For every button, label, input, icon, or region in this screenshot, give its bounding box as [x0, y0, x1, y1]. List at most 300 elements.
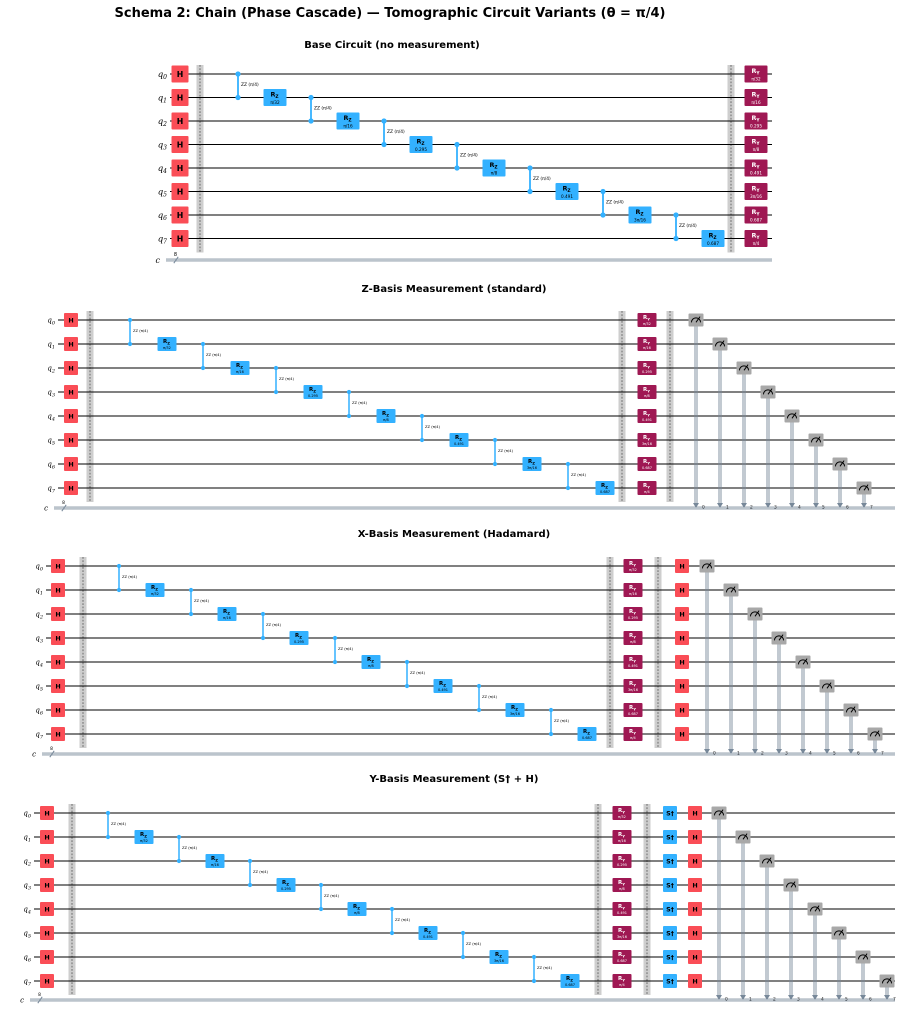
- rz-gate: [206, 854, 225, 868]
- svg-text:RZ: $R_Z$: [151, 585, 158, 592]
- zz-coupler: [248, 859, 269, 887]
- svg-text:1: 1: [737, 751, 740, 757]
- svg-text:RY: $R_Y$: [618, 880, 625, 887]
- cbit-index-label: [881, 751, 884, 757]
- ry-gate: [638, 361, 657, 375]
- measure-gate: [808, 903, 823, 916]
- barrier: [197, 65, 204, 253]
- measure-gate: [785, 410, 800, 423]
- ry-gate: [638, 481, 657, 495]
- svg-text:c: c: [32, 750, 36, 759]
- svg-text:0.491: 0.491: [561, 194, 573, 199]
- circuit-diagram-base: [0, 55, 908, 277]
- svg-text:q3: $q_3$: [157, 140, 167, 152]
- h-gate: [688, 926, 702, 940]
- svg-text:3π/16: 3π/16: [628, 688, 638, 692]
- svg-text:H: H: [679, 586, 685, 595]
- qubit-label: [158, 234, 167, 245]
- svg-text:H: H: [679, 730, 685, 739]
- zz-coupler: [106, 811, 127, 839]
- rz-gate: [231, 361, 250, 375]
- measure-gate: [844, 704, 859, 717]
- rz-gate: [377, 409, 396, 423]
- measure-gate: [712, 807, 727, 820]
- svg-text:π/4: π/4: [630, 736, 636, 740]
- measure-gate: [689, 314, 704, 327]
- svg-text:3π/16: 3π/16: [494, 959, 504, 963]
- svg-text:RZ: $R_Z$: [343, 114, 352, 124]
- zz-coupler: [420, 414, 441, 442]
- measure-arrow: [812, 916, 818, 1001]
- rz-gate: [410, 136, 433, 153]
- svg-text:ZZ (π/4): ZZ (π/4): [241, 82, 259, 88]
- svg-text:RY: $R_Y$: [629, 657, 636, 664]
- svg-text:q7: $q_7$: [157, 234, 167, 246]
- svg-text:3π/16: 3π/16: [510, 712, 520, 716]
- h-gate: [40, 806, 54, 820]
- svg-text:H: H: [176, 93, 184, 103]
- ry-gate: [745, 160, 768, 177]
- h-gate: [51, 631, 65, 645]
- svg-text:RY: $R_Y$: [643, 435, 650, 442]
- cbit-index-label: [725, 997, 728, 1003]
- svg-text:q7: $q_7$: [23, 977, 31, 988]
- svg-text:3π/16: 3π/16: [750, 194, 762, 199]
- measure-gate: [856, 951, 871, 964]
- qubit-label: [158, 187, 167, 198]
- svg-text:q3: $q_3$: [35, 634, 43, 645]
- barrier: [644, 804, 651, 995]
- barrier: [69, 804, 76, 995]
- measure-gate: [809, 434, 824, 447]
- measure-gate: [736, 831, 751, 844]
- h-gate: [675, 559, 689, 573]
- svg-text:S†: S†: [666, 809, 674, 818]
- svg-text:3π/16: 3π/16: [617, 935, 627, 939]
- svg-text:2: 2: [761, 751, 764, 757]
- measure-gate: [737, 362, 752, 375]
- svg-text:0.491: 0.491: [616, 911, 628, 915]
- measure-arrow: [884, 988, 890, 1001]
- h-gate: [64, 457, 78, 471]
- h-gate: [51, 679, 65, 693]
- svg-text:0.687: 0.687: [641, 466, 653, 470]
- h-gate: [40, 902, 54, 916]
- svg-text:RZ: $R_Z$: [382, 411, 389, 418]
- svg-text:RY: $R_Y$: [629, 561, 636, 568]
- rz-gate: [218, 607, 237, 621]
- zz-coupler: [261, 612, 282, 640]
- svg-text:2: 2: [773, 997, 776, 1003]
- h-gate: [688, 806, 702, 820]
- qubit-label: [47, 412, 55, 422]
- svg-text:0.491: 0.491: [437, 688, 449, 692]
- svg-text:RY: $R_Y$: [751, 114, 760, 124]
- svg-text:ZZ (π/4): ZZ (π/4): [679, 223, 697, 229]
- svg-text:0.491: 0.491: [750, 170, 762, 176]
- h-gate: [172, 230, 189, 247]
- svg-text:H: H: [55, 658, 61, 667]
- svg-text:RZ: $R_Z$: [270, 90, 279, 101]
- qubit-label: [23, 833, 31, 843]
- svg-text:H: H: [176, 234, 184, 244]
- h-gate: [172, 207, 189, 224]
- svg-text:RY: $R_Y$: [629, 705, 636, 712]
- h-gate: [688, 974, 702, 988]
- rz-gate: [434, 679, 453, 693]
- qubit-label: [158, 93, 167, 104]
- svg-text:ZZ (π/4): ZZ (π/4): [533, 176, 551, 182]
- svg-text:2: 2: [750, 505, 753, 511]
- h-gate: [64, 409, 78, 423]
- qubit-label: [35, 610, 43, 620]
- svg-text:7: 7: [881, 751, 884, 757]
- h-gate: [40, 854, 54, 868]
- measure-gate: [713, 338, 728, 351]
- svg-text:0.295: 0.295: [293, 640, 305, 644]
- svg-text:q0: $q_0$: [157, 69, 167, 81]
- cbit-index-label: [761, 751, 764, 757]
- svg-text:0.687: 0.687: [750, 217, 762, 223]
- qubit-label: [23, 905, 31, 915]
- h-gate: [51, 703, 65, 717]
- zz-coupler: [117, 564, 138, 592]
- svg-text:q5: $q_5$: [157, 187, 167, 199]
- ry-gate: [613, 806, 632, 820]
- svg-text:H: H: [679, 706, 685, 715]
- ry-gate: [638, 457, 657, 471]
- svg-text:q5: $q_5$: [35, 682, 43, 693]
- zz-coupler: [600, 189, 624, 218]
- svg-text:4: 4: [809, 751, 812, 757]
- h-gate: [172, 136, 189, 153]
- svg-text:c: c: [20, 996, 24, 1005]
- svg-text:H: H: [44, 953, 50, 962]
- h-gate: [688, 902, 702, 916]
- svg-text:RZ: $R_Z$: [282, 880, 289, 887]
- svg-text:RZ: $R_Z$: [424, 928, 431, 935]
- svg-text:3: 3: [785, 751, 788, 757]
- svg-text:RY: $R_Y$: [751, 161, 760, 171]
- svg-text:π/8: π/8: [368, 664, 374, 668]
- cbit-index-label: [833, 751, 836, 757]
- ry-gate: [745, 183, 768, 200]
- barrier: [80, 557, 87, 748]
- svg-text:q4: $q_4$: [157, 163, 167, 175]
- svg-text:RY: $R_Y$: [643, 483, 650, 490]
- svg-text:π/4: π/4: [644, 490, 650, 494]
- svg-text:RY: $R_Y$: [618, 976, 625, 983]
- h-gate: [172, 66, 189, 83]
- qubit-label: [23, 953, 31, 963]
- svg-text:H: H: [55, 586, 61, 595]
- ry-gate: [624, 727, 643, 741]
- svg-text:RY: $R_Y$: [751, 208, 760, 218]
- svg-text:H: H: [176, 210, 184, 220]
- measure-gate: [784, 879, 799, 892]
- cbit-index-label: [846, 505, 849, 511]
- measure-arrow: [860, 964, 866, 1001]
- rz-gate: [596, 481, 615, 495]
- svg-text:S†: S†: [666, 977, 674, 986]
- zz-coupler: [532, 955, 553, 983]
- classical-wire: [32, 746, 895, 759]
- rz-gate: [264, 89, 287, 106]
- svg-text:H: H: [679, 658, 685, 667]
- svg-text:3π/16: 3π/16: [634, 217, 646, 223]
- qubit-label: [47, 484, 55, 494]
- rz-gate: [348, 902, 367, 916]
- svg-text:RY: $R_Y$: [751, 184, 760, 195]
- measure-gate: [820, 680, 835, 693]
- zz-coupler: [477, 684, 498, 712]
- h-gate: [40, 830, 54, 844]
- svg-text:8: 8: [38, 992, 41, 998]
- svg-text:RY: $R_Y$: [643, 315, 650, 322]
- ry-gate: [745, 89, 768, 106]
- ry-gate: [745, 230, 768, 247]
- zz-coupler: [381, 118, 405, 147]
- svg-text:H: H: [176, 116, 184, 126]
- h-gate: [64, 433, 78, 447]
- h-gate: [64, 385, 78, 399]
- ry-gate: [745, 113, 768, 130]
- svg-text:RY: $R_Y$: [618, 832, 625, 839]
- sdg-gate: [663, 854, 677, 868]
- ry-gate: [613, 854, 632, 868]
- svg-text:RY: $R_Y$: [629, 729, 636, 736]
- svg-text:S†: S†: [666, 953, 674, 962]
- svg-text:7: 7: [870, 505, 873, 511]
- svg-text:ZZ (π/4): ZZ (π/4): [425, 425, 440, 429]
- svg-text:H: H: [692, 929, 698, 938]
- cbit-index-label: [785, 751, 788, 757]
- svg-text:RY: $R_Y$: [643, 339, 650, 346]
- svg-text:q3: $q_3$: [23, 881, 31, 892]
- rz-gate: [506, 703, 525, 717]
- svg-text:H: H: [44, 929, 50, 938]
- h-gate: [688, 854, 702, 868]
- qubit-label: [47, 316, 55, 326]
- ry-gate: [745, 136, 768, 153]
- measure-arrow: [728, 597, 734, 755]
- ry-gate: [624, 679, 643, 693]
- measure-arrow: [776, 645, 782, 755]
- sdg-gate: [663, 902, 677, 916]
- sdg-gate: [663, 878, 677, 892]
- svg-text:ZZ (π/4): ZZ (π/4): [182, 846, 197, 850]
- svg-text:H: H: [692, 881, 698, 890]
- qubit-label: [23, 929, 31, 939]
- rz-gate: [450, 433, 469, 447]
- rz-gate: [362, 655, 381, 669]
- svg-text:q1: $q_1$: [23, 833, 31, 844]
- svg-text:π/8: π/8: [630, 640, 636, 644]
- ry-gate: [613, 830, 632, 844]
- svg-text:ZZ (π/4): ZZ (π/4): [314, 106, 332, 112]
- svg-text:π/16: π/16: [343, 123, 353, 129]
- measure-gate: [772, 632, 787, 645]
- measure-gate: [724, 584, 739, 597]
- svg-text:q4: $q_4$: [35, 658, 43, 669]
- svg-text:H: H: [176, 140, 184, 150]
- circuit-title-xbasis: X-Basis Measurement (Hadamard): [357, 529, 551, 540]
- ry-gate: [613, 926, 632, 940]
- cbit-index-label: [821, 997, 824, 1003]
- svg-text:H: H: [44, 881, 50, 890]
- svg-text:q6: $q_6$: [47, 460, 55, 471]
- rz-gate: [135, 830, 154, 844]
- svg-text:RY: $R_Y$: [629, 633, 636, 640]
- ry-gate: [613, 902, 632, 916]
- svg-text:H: H: [692, 857, 698, 866]
- ry-gate: [638, 313, 657, 327]
- svg-text:H: H: [44, 809, 50, 818]
- qubit-label: [35, 634, 43, 644]
- svg-text:0.491: 0.491: [453, 442, 465, 446]
- svg-text:RZ: $R_Z$: [309, 387, 316, 394]
- svg-text:ZZ (π/4): ZZ (π/4): [554, 719, 569, 723]
- sdg-gate: [663, 830, 677, 844]
- qubit-label: [47, 388, 55, 398]
- ry-gate: [638, 337, 657, 351]
- svg-text:RZ: $R_Z$: [489, 161, 498, 171]
- svg-text:0.687: 0.687: [627, 712, 639, 716]
- svg-text:π/16: π/16: [211, 863, 219, 867]
- barrier: [607, 557, 614, 748]
- svg-text:q1: $q_1$: [47, 340, 55, 351]
- svg-text:q2: $q_2$: [157, 116, 167, 128]
- qubit-label: [23, 857, 31, 867]
- svg-text:RY: $R_Y$: [618, 856, 625, 863]
- svg-text:RZ: $R_Z$: [562, 184, 571, 195]
- qubit-label: [23, 977, 31, 987]
- zz-coupler: [493, 438, 514, 466]
- cbit-index-label: [845, 997, 848, 1003]
- svg-text:RZ: $R_Z$: [236, 363, 243, 370]
- cbit-index-label: [726, 505, 729, 511]
- svg-text:RZ: $R_Z$: [140, 832, 147, 839]
- qubit-label: [23, 881, 31, 891]
- svg-text:H: H: [692, 809, 698, 818]
- zz-coupler: [128, 318, 149, 346]
- svg-text:q4: $q_4$: [47, 412, 55, 423]
- svg-text:π/32: π/32: [270, 100, 280, 105]
- measure-arrow: [764, 868, 770, 1001]
- svg-text:q0: $q_0$: [23, 809, 31, 820]
- svg-text:ZZ (π/4): ZZ (π/4): [324, 894, 339, 898]
- svg-text:RZ: $R_Z$: [163, 339, 170, 346]
- svg-text:q1: $q_1$: [157, 93, 167, 105]
- measure-arrow: [740, 844, 746, 1001]
- svg-text:RZ: $R_Z$: [367, 657, 374, 664]
- page-title: Schema 2: Chain (Phase Cascade) — Tomographic Circuit Variants (θ = π/4): [114, 6, 666, 21]
- measure-arrow: [836, 940, 842, 1001]
- measure-arrow: [716, 820, 722, 1001]
- measure-arrow: [717, 351, 723, 509]
- svg-text:6: 6: [869, 997, 872, 1003]
- svg-text:π/4: π/4: [752, 241, 760, 246]
- svg-text:RZ: $R_Z$: [295, 633, 302, 640]
- measure-arrow: [861, 495, 867, 509]
- rz-gate: [702, 230, 725, 247]
- svg-text:RZ: $R_Z$: [601, 483, 608, 490]
- svg-text:0.491: 0.491: [641, 418, 653, 422]
- h-gate: [51, 655, 65, 669]
- svg-text:π/32: π/32: [629, 568, 637, 572]
- svg-text:H: H: [692, 953, 698, 962]
- qubit-label: [35, 586, 43, 596]
- svg-text:H: H: [68, 436, 74, 445]
- cbit-index-label: [869, 997, 872, 1003]
- barrier: [655, 557, 662, 748]
- svg-text:H: H: [55, 610, 61, 619]
- rz-gate: [290, 631, 309, 645]
- h-gate: [675, 655, 689, 669]
- svg-text:ZZ (π/4): ZZ (π/4): [253, 870, 268, 874]
- svg-text:H: H: [55, 634, 61, 643]
- measure-gate: [832, 927, 847, 940]
- svg-text:0.295: 0.295: [280, 887, 292, 891]
- h-gate: [675, 679, 689, 693]
- svg-text:H: H: [55, 706, 61, 715]
- svg-text:0.491: 0.491: [627, 664, 639, 668]
- rz-gate: [419, 926, 438, 940]
- circuit-diagram-zbasis: [0, 300, 908, 524]
- svg-text:5: 5: [845, 997, 848, 1003]
- svg-text:RY: $R_Y$: [629, 585, 636, 592]
- svg-text:π/16: π/16: [643, 346, 651, 350]
- svg-text:H: H: [679, 562, 685, 571]
- measure-arrow: [800, 669, 806, 755]
- svg-text:5: 5: [833, 751, 836, 757]
- svg-text:H: H: [55, 730, 61, 739]
- classical-wire: [20, 992, 895, 1005]
- measure-gate: [748, 608, 763, 621]
- ry-gate: [745, 66, 768, 83]
- svg-text:π/16: π/16: [223, 616, 231, 620]
- qubit-label: [158, 164, 167, 175]
- svg-text:π/4: π/4: [619, 983, 625, 987]
- svg-text:q6: $q_6$: [35, 706, 43, 717]
- svg-text:q4: $q_4$: [23, 905, 31, 916]
- svg-text:H: H: [68, 316, 74, 325]
- svg-text:0.295: 0.295: [616, 863, 628, 867]
- zz-coupler: [274, 366, 295, 394]
- svg-text:0: 0: [713, 751, 716, 757]
- cbit-index-label: [773, 997, 776, 1003]
- svg-text:RY: $R_Y$: [643, 459, 650, 466]
- svg-text:H: H: [176, 69, 184, 79]
- svg-text:π/8: π/8: [752, 147, 760, 152]
- barrier: [667, 311, 674, 502]
- h-gate: [675, 631, 689, 645]
- svg-text:0.687: 0.687: [707, 241, 719, 246]
- rz-gate: [561, 974, 580, 988]
- cbit-index-label: [713, 751, 716, 757]
- svg-text:ZZ (π/4): ZZ (π/4): [387, 129, 405, 135]
- qubit-label: [158, 117, 167, 128]
- h-gate: [172, 183, 189, 200]
- svg-text:H: H: [68, 340, 74, 349]
- qubit-label: [158, 140, 167, 151]
- cbit-index-label: [797, 997, 800, 1003]
- svg-text:0: 0: [702, 505, 705, 511]
- svg-text:H: H: [679, 610, 685, 619]
- svg-text:RY: $R_Y$: [618, 904, 625, 911]
- svg-text:π/16: π/16: [236, 370, 244, 374]
- rz-gate: [523, 457, 542, 471]
